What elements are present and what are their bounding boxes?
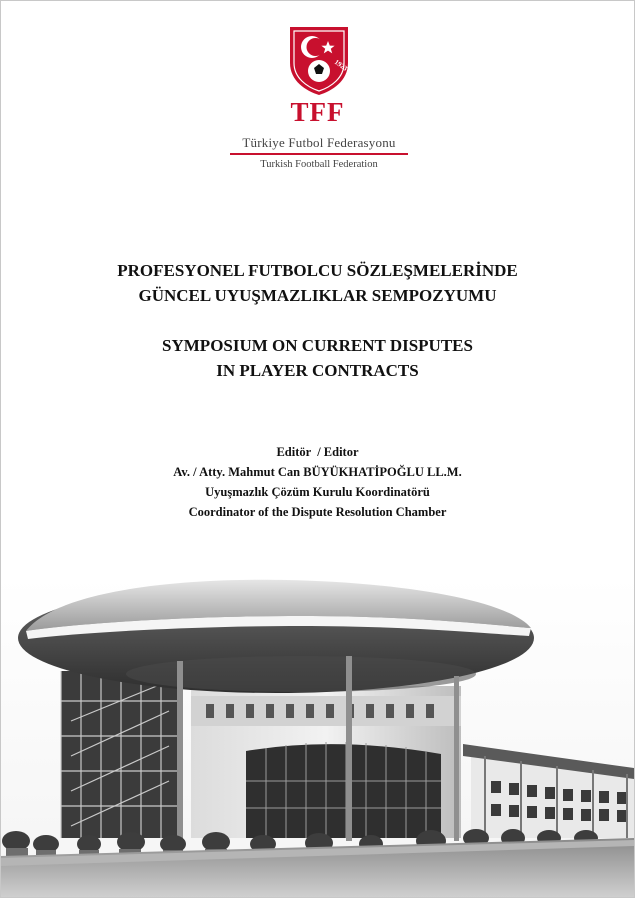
editor-name: Av. / Atty. Mahmut Can BÜYÜKHATİPOĞLU LL.M. [173, 465, 462, 479]
tff-crest-icon [286, 23, 352, 97]
editor-title-en: Coordinator of the Dispute Resolution Chamber [188, 505, 447, 519]
tff-abbreviation: TFF [290, 97, 345, 127]
editor-title-tr: Uyuşmazlık Çözüm Kurulu Koordinatörü [205, 485, 430, 499]
emblem-year: 1923 [332, 58, 349, 73]
title-english [1, 333, 634, 383]
federation-name-tr: Türkiye Futbol Federasyonu [242, 135, 396, 150]
federation-divider [230, 153, 408, 155]
building-photo [1, 576, 634, 897]
title-tr-line2: GÜNCEL UYUŞMAZLIKLAR SEMPOZYUMU [138, 286, 497, 305]
title-en-line2: IN PLAYER CONTRACTS [216, 361, 419, 380]
federation-name-en: Turkish Football Federation [260, 159, 378, 170]
title-turkish [1, 258, 634, 308]
editor-info [1, 442, 634, 522]
title-en-line1: SYMPOSIUM ON CURRENT DISPUTES [162, 336, 473, 355]
title-tr-line1: PROFESYONEL FUTBOLCU SÖZLEŞMELERİNDE [117, 261, 518, 280]
editor-role: Editör / Editor [276, 445, 359, 459]
